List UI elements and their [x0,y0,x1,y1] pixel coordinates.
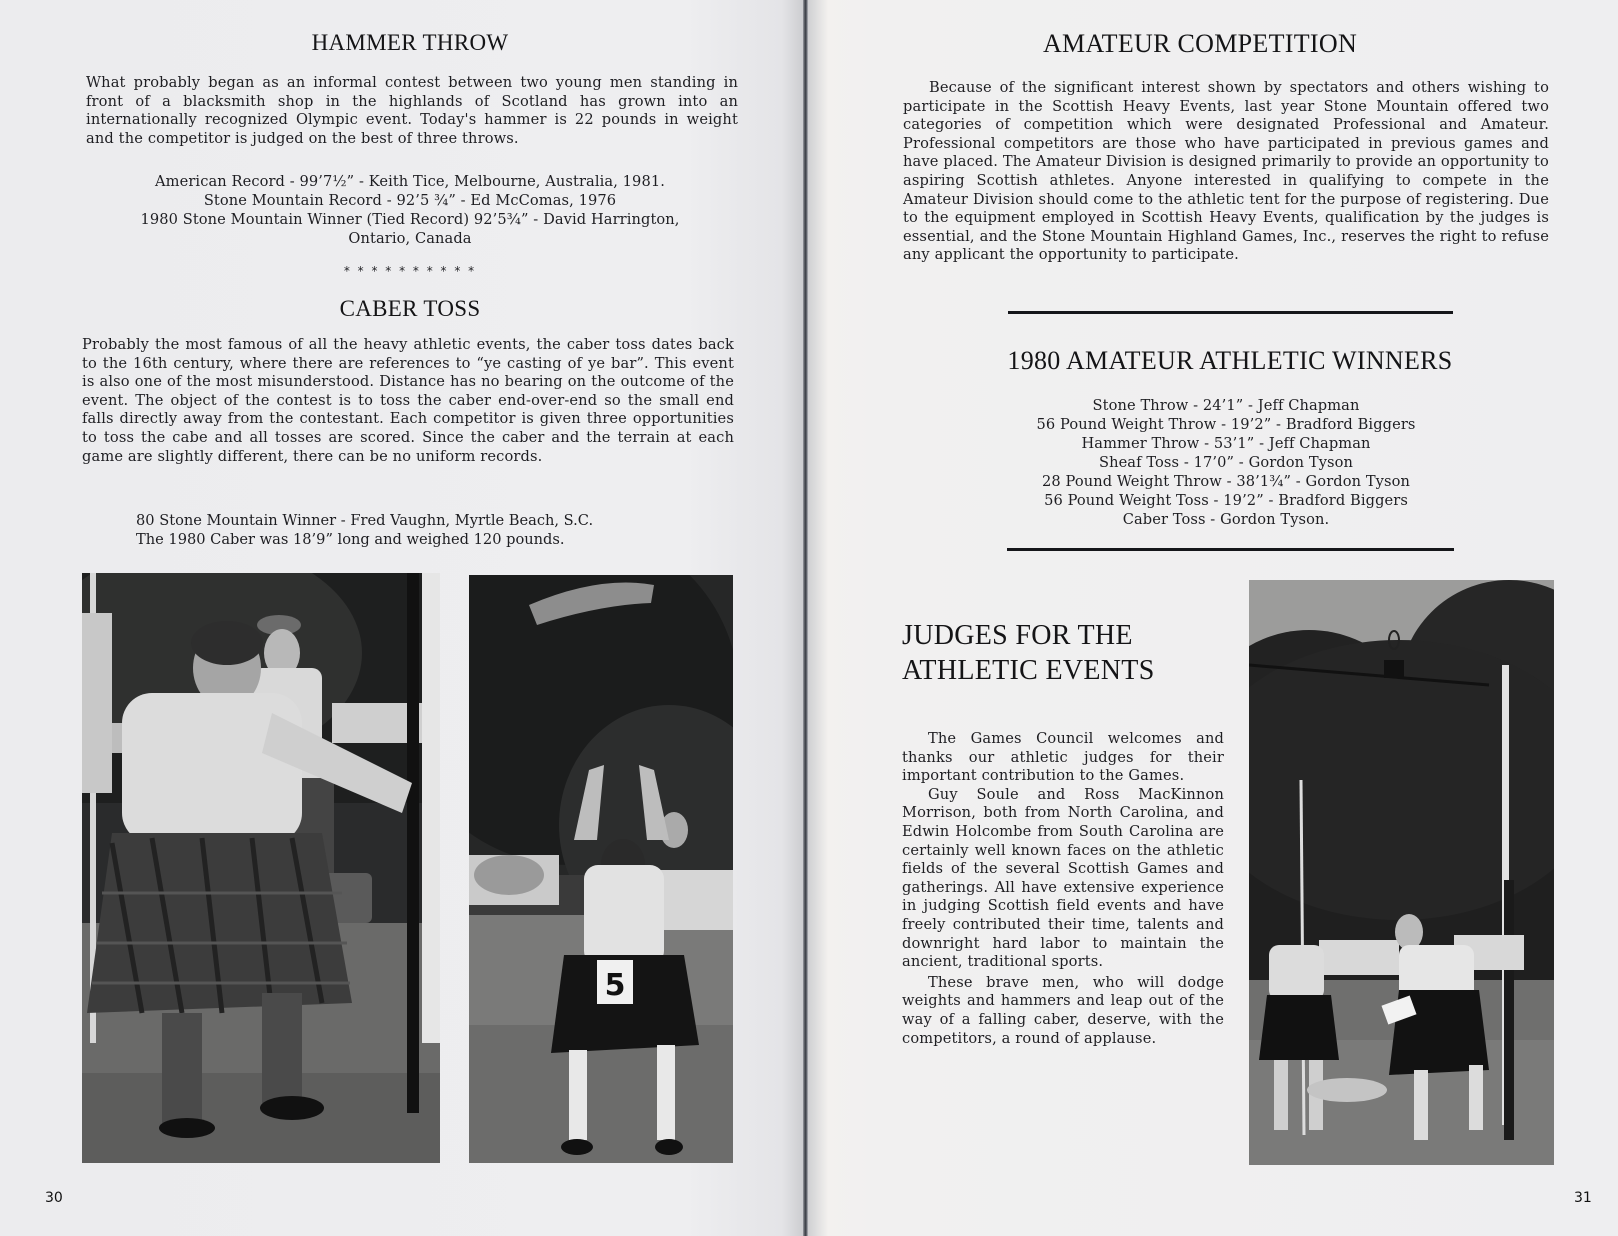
amateur-competition-body: Because of the significant interest shown by spectators and others wishing to participate in the Scottish Heavy Events, last year Stone Mountain offered two categories of competition which were designated Professional and Amateur. Professional competitors are those who have participated in previous games and have placed. The Amateur Division is designed primarily to provide an opportunity to aspiring Scottish athletes. Anyone interested in qualifying to compete in the Amateur Division should come to the athletic tent for the purpose of registering. Due to the equipment employed in Scottish Heavy Events, qualification by the judges is essential, and the Stone Mountain Highland Games, Inc., reserves the right to refuse any applicant the opportunity to participate. [903,79,1549,264]
judges-title [902,618,1155,688]
judges-paragraph-1: The Games Council welcomes and thanks our athletic judges for their important contribution to the Games. [902,730,1224,785]
judges-paragraph-2: Guy Soule and Ross MacKinnon Morrison, both from North Carolina, and Edwin Holcombe from South Carolina are certainly well known faces on the athletic fields of the several Scottish Games and gatherings. All have extensive experience in judging Scottish field events and have freely contributed their time, talents and downright hard labor to maintain the ancient, traditional sports. [902,785,1224,971]
judges-title-line2: ATHLETIC EVENTS [902,655,1155,686]
stone-mountain-record: Stone Mountain Record - 92’5 ¾” - Ed McComas, 1976 [203,192,617,209]
winner-item: Hammer Throw - 53’1” - Jeff Chapman [1081,435,1371,452]
weight-over-bar-image [1249,580,1554,1165]
section-separator: * * * * * * * * * * [343,264,477,278]
winner-item: Sheaf Toss - 17’0” - Gordon Tyson [1098,454,1354,471]
caber-winner-line: 80 Stone Mountain Winner - Fred Vaughn, Myrtle Beach, S.C. [136,512,594,529]
page-number-right: 31 [1574,1190,1592,1206]
caber-toss-winner [136,511,736,549]
caber-toss-photo [469,575,733,1163]
hammer-throw-body: What probably began as an informal contest between two young men standing in front of a blacksmith shop in the highlands of Scotland has grown into an internationally recognized Olympic event. Today's hammer is 22 pounds in weight and the competitor is judged on the best of three throws. [86,74,738,147]
winner-item: 56 Pound Weight Toss - 19’2” - Bradford Biggers [1044,492,1408,509]
winner-item: 28 Pound Weight Throw - 38’1¾” - Gordon Tyson [1041,473,1410,490]
winner-item: 56 Pound Weight Throw - 19’2” - Bradford Biggers [1036,416,1416,433]
weight-over-bar-photo [1249,580,1554,1165]
hammer-throw-title: HAMMER THROW [311,30,509,55]
weight-throw-photo [82,573,440,1163]
stone-mountain-winner: 1980 Stone Mountain Winner (Tied Record) 92’5¾” - David Harrington, [140,211,680,228]
left-page [0,0,806,1236]
judges-title-line1: JUDGES FOR THE [902,620,1133,651]
amateur-winners-title: 1980 AMATEUR ATHLETIC WINNERS [1007,346,1453,375]
page-number-left: 30 [45,1190,63,1206]
divider-top [1008,311,1453,314]
caber-toss-body: Probably the most famous of all the heavy athletic events, the caber toss dates back to the 16th century, where there are references to “ye casting of ye bar”. This event is also one of the most misunderstood. Distance has no bearing on the outcome of the event. The object of the contest is to toss the caber end-over-end so the small end falls directly away from the contestant. Each competitor is given three opportunities to toss the cabe and all tosses are scored. Since the caber and the terrain at each game are slightly different, there can be no uniform records. [82,336,734,465]
divider-bottom [1007,548,1454,551]
caber-toss-image [469,575,733,1163]
amateur-winners-list [926,396,1526,529]
hammer-throw-records [80,172,740,248]
american-record: American Record - 99’7½” - Keith Tice, Melbourne, Australia, 1981. [155,173,665,190]
weight-throw-image [82,573,440,1163]
judges-paragraph-3: These brave men, who will dodge weights and hammers and leap out of the way of a falling caber, deserve, with the competitors, a round of applause. [902,973,1224,1047]
caber-spec-line: The 1980 Caber was 18’9” long and weighed 120 pounds. [136,531,565,548]
winner-item: Caber Toss - Gordon Tyson. [1122,511,1330,528]
stone-mountain-winner-location: Ontario, Canada [348,230,472,247]
winner-item: Stone Throw - 24’1” - Jeff Chapman [1092,397,1360,414]
right-page [808,0,1618,1236]
judges-body [902,730,1224,1048]
caber-toss-title: CABER TOSS [339,296,481,321]
amateur-competition-title: AMATEUR COMPETITION [1042,29,1358,58]
svg-text:5: 5 [604,968,626,1003]
